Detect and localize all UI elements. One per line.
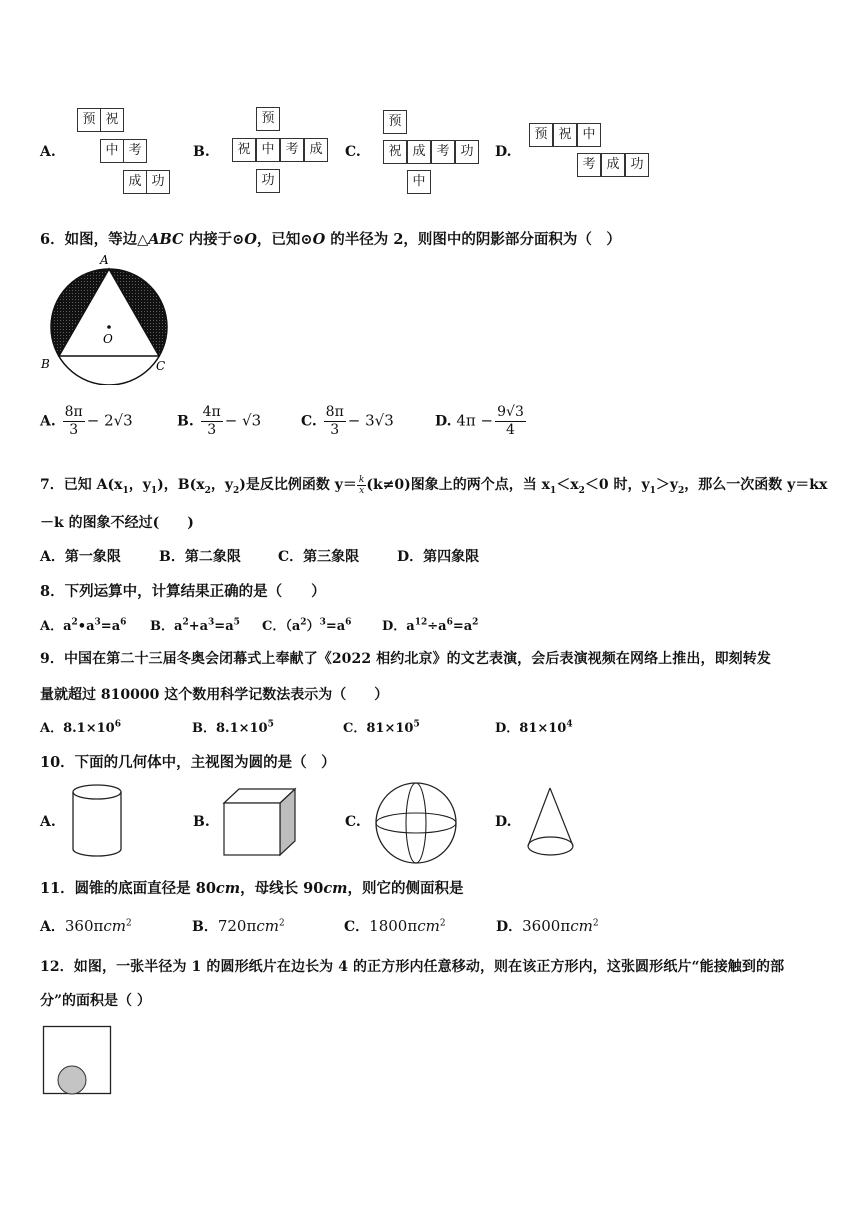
net-cell: 祝 bbox=[383, 140, 407, 164]
fraction bbox=[201, 404, 223, 439]
q7-text-line1 bbox=[40, 474, 827, 496]
option-head: 4π − bbox=[456, 411, 494, 430]
net-cell: 祝 bbox=[100, 108, 124, 132]
option-text: =a bbox=[452, 619, 473, 634]
exponent: 5 bbox=[267, 719, 274, 730]
cube-figure bbox=[218, 786, 300, 858]
option-letter: D． bbox=[382, 619, 407, 634]
fraction bbox=[495, 404, 526, 439]
exponent: 2 bbox=[592, 918, 599, 929]
q5-option-d-label: D. bbox=[495, 144, 512, 160]
exponent: 2 bbox=[300, 617, 307, 628]
option-letter: A． bbox=[40, 919, 65, 935]
q5-option-a-label: A. bbox=[40, 144, 56, 160]
option-tail: − 2√3 bbox=[86, 411, 133, 430]
fraction-numerator: 4π bbox=[202, 404, 221, 420]
q6-text-part: ，已知⊙ bbox=[256, 231, 313, 248]
vertex-label-a: A bbox=[100, 253, 109, 267]
q6-option-b[interactable] bbox=[177, 404, 261, 439]
option-text: a bbox=[406, 619, 415, 634]
option-letter: A. bbox=[40, 413, 56, 430]
q7-text-part: (k≠0)图象上的两个点，当 x bbox=[366, 477, 550, 493]
subscript: 2 bbox=[204, 485, 211, 496]
option-letter: B. bbox=[177, 413, 194, 430]
fraction bbox=[63, 404, 85, 439]
exponent: 2 bbox=[472, 617, 479, 628]
unit: cm bbox=[417, 917, 440, 935]
paper-disc bbox=[58, 1066, 86, 1094]
q7-text-part: ＜x bbox=[556, 477, 579, 493]
option-letter: B． bbox=[192, 919, 218, 935]
option-tail: − 3√3 bbox=[347, 411, 394, 430]
unit: cm bbox=[215, 880, 241, 897]
q6-circle-name: O bbox=[312, 231, 326, 248]
net-cell: 预 bbox=[383, 110, 407, 134]
option-letter: D． bbox=[496, 919, 523, 935]
net-cell: 祝 bbox=[553, 123, 577, 147]
net-cell: 功 bbox=[146, 170, 170, 194]
fraction-denominator: 3 bbox=[330, 422, 340, 438]
exponent: 12 bbox=[414, 617, 428, 628]
sphere-figure bbox=[372, 780, 462, 866]
option-value: 3600π bbox=[522, 917, 571, 935]
option-text: 81×10 bbox=[519, 721, 567, 736]
option-letter: C． bbox=[343, 721, 367, 736]
q6-triangle-name: ABC bbox=[148, 231, 184, 248]
q7-text-part: 7．已知 A(x bbox=[40, 477, 123, 493]
q6-option-a[interactable] bbox=[40, 404, 133, 439]
q8-option-c[interactable] bbox=[262, 615, 351, 634]
exponent: 3 bbox=[319, 617, 326, 628]
q11-text-part: 11．圆锥的底面直径是 80 bbox=[40, 880, 216, 897]
q6-figure bbox=[38, 250, 178, 385]
q6-option-c[interactable] bbox=[301, 404, 394, 439]
net-cell: 成 bbox=[123, 170, 147, 194]
q7-option-d[interactable]: D．第四象限 bbox=[397, 549, 480, 565]
net-cell: 预 bbox=[77, 108, 101, 132]
fraction-denominator: 3 bbox=[69, 422, 79, 438]
q7-option-a[interactable]: A．第一象限 bbox=[40, 549, 121, 565]
option-text: a bbox=[174, 619, 183, 634]
option-text: 8.1×10 bbox=[216, 721, 268, 736]
fraction-numerator: k bbox=[358, 474, 365, 485]
q7-text-line2: －k 的图象不经过( ) bbox=[40, 515, 194, 531]
q7-option-c[interactable]: C．第三象限 bbox=[278, 549, 360, 565]
q5-option-c-label: C. bbox=[345, 144, 361, 160]
unit: cm bbox=[256, 917, 279, 935]
q6-option-d[interactable] bbox=[435, 404, 528, 439]
q7-text-part: ，y bbox=[128, 477, 151, 493]
exponent: 2 bbox=[71, 617, 78, 628]
exponent: 6 bbox=[446, 617, 453, 628]
option-value: 720π bbox=[217, 917, 257, 935]
q7-text-part: ＞y bbox=[655, 477, 679, 493]
subscript: 2 bbox=[678, 485, 685, 496]
net-cell: 中 bbox=[100, 139, 124, 163]
option-text: ÷a bbox=[427, 619, 447, 634]
option-text: （a bbox=[285, 619, 301, 634]
q9-option-d[interactable] bbox=[495, 717, 573, 736]
exponent: 5 bbox=[233, 617, 240, 628]
q11-text-part: ，母线长 90 bbox=[240, 880, 324, 897]
option-letter: A． bbox=[40, 721, 64, 736]
option-letter: D． bbox=[495, 721, 520, 736]
q9-text-line2: 量就超过 810000 这个数用科学记数法表示为（ ） bbox=[40, 687, 389, 703]
q10-option-d-label[interactable]: D. bbox=[495, 814, 512, 830]
q6-text-part: 6．如图，等边△ bbox=[40, 231, 149, 248]
option-text: =a bbox=[214, 619, 234, 634]
option-text: +a bbox=[188, 619, 209, 634]
exponent: 3 bbox=[94, 617, 101, 628]
option-letter: C． bbox=[344, 919, 370, 935]
q10-text: 10．下面的几何体中，主视图为圆的是（ ） bbox=[40, 754, 336, 771]
option-text: ） bbox=[306, 619, 320, 634]
vertex-label-c: C bbox=[156, 359, 166, 373]
net-cell: 考 bbox=[577, 153, 601, 177]
q6-circle-name: O bbox=[244, 231, 257, 248]
exponent: 2 bbox=[439, 918, 446, 929]
exponent: 2 bbox=[278, 918, 285, 929]
q7-text-part: ，y bbox=[210, 477, 233, 493]
net-cell: 成 bbox=[601, 153, 625, 177]
subscript: 1 bbox=[122, 485, 129, 496]
option-text: 81×10 bbox=[366, 721, 414, 736]
q5-option-b-label: B. bbox=[193, 144, 210, 160]
net-cell: 考 bbox=[123, 139, 147, 163]
center-point bbox=[107, 325, 111, 329]
option-text: =a bbox=[325, 619, 346, 634]
fraction-numerator: 8π bbox=[64, 404, 83, 420]
q7-option-b[interactable]: B．第二象限 bbox=[159, 549, 241, 565]
q8-option-d[interactable] bbox=[382, 615, 478, 634]
net-cell: 预 bbox=[256, 107, 280, 131]
q12-text-line2: 分”的面积是（ ） bbox=[40, 993, 151, 1009]
exponent: 3 bbox=[208, 617, 215, 628]
exponent: 6 bbox=[345, 617, 352, 628]
q7-text-part: )，B(x bbox=[157, 477, 205, 493]
q11-option-c[interactable] bbox=[344, 916, 446, 936]
net-cell: 预 bbox=[529, 123, 553, 147]
net-cell: 中 bbox=[256, 138, 280, 162]
q7-text-part: )是反比例函数 y＝ bbox=[239, 477, 357, 493]
net-cell: 中 bbox=[577, 123, 601, 147]
option-value: 1800π bbox=[369, 917, 418, 935]
q10-option-b-label[interactable]: B. bbox=[193, 814, 210, 830]
option-letter: D. bbox=[435, 413, 452, 430]
option-letter: B． bbox=[192, 721, 216, 736]
q12-figure bbox=[42, 1025, 116, 1099]
q10-option-a-label[interactable]: A. bbox=[40, 814, 56, 830]
net-cell: 功 bbox=[625, 153, 649, 177]
center-label-o: O bbox=[103, 332, 113, 346]
q9-option-b[interactable] bbox=[192, 717, 274, 736]
option-letter: C. bbox=[301, 413, 317, 430]
q9-option-c[interactable] bbox=[343, 717, 420, 736]
q11-text-part: ，则它的侧面积是 bbox=[347, 880, 464, 897]
k-over-x-fraction bbox=[357, 475, 366, 496]
net-cell: 功 bbox=[256, 169, 280, 193]
exponent: 6 bbox=[120, 617, 127, 628]
fraction-numerator: 8π bbox=[325, 404, 344, 420]
q8-option-a[interactable] bbox=[40, 615, 126, 634]
q11-option-a[interactable] bbox=[40, 916, 132, 936]
exponent: 6 bbox=[114, 719, 121, 730]
subscript: 2 bbox=[578, 485, 585, 496]
q9-option-a[interactable] bbox=[40, 717, 121, 736]
q6-text-part: 内接于⊙ bbox=[183, 231, 245, 248]
q12-text-line1: 12．如图，一张半径为 1 的圆形纸片在边长为 4 的正方形内任意移动，则在该正方形内，这张圆形纸片“能接触到的部 bbox=[40, 959, 785, 975]
option-text: •a bbox=[77, 619, 95, 634]
q10-option-c-label[interactable]: C. bbox=[345, 814, 361, 830]
net-cell: 考 bbox=[431, 140, 455, 164]
subscript: 1 bbox=[649, 485, 656, 496]
exponent: 2 bbox=[126, 918, 132, 929]
q7-text-part: ，那么一次函数 y＝kx bbox=[684, 477, 828, 493]
q6-text bbox=[40, 228, 621, 249]
net-cell: 中 bbox=[407, 170, 431, 194]
q11-option-d[interactable] bbox=[496, 916, 599, 936]
option-letter: C． bbox=[262, 619, 286, 634]
net-cell: 祝 bbox=[232, 138, 256, 162]
subscript: 2 bbox=[232, 485, 240, 496]
option-text: a bbox=[63, 619, 72, 634]
unit: cm bbox=[570, 917, 593, 935]
unit: cm bbox=[323, 880, 348, 897]
q9-text-line1: 9．中国在第二十三届冬奥会闭幕式上奉献了《2022 相约北京》的文艺表演，会后表演视频在网络上推出，即刻转发 bbox=[40, 651, 771, 667]
fraction-denominator: 3 bbox=[207, 422, 217, 438]
fraction-numerator: 9√3 bbox=[497, 404, 524, 420]
q8-option-b[interactable] bbox=[150, 615, 240, 634]
q11-option-b[interactable] bbox=[192, 916, 285, 936]
q7-text-part: ＜0 时，y bbox=[584, 477, 650, 493]
option-letter: A． bbox=[40, 619, 64, 634]
exponent: 5 bbox=[413, 719, 420, 730]
net-cell: 功 bbox=[455, 140, 479, 164]
cone-figure bbox=[522, 784, 582, 860]
option-text: 8.1×10 bbox=[63, 721, 115, 736]
exponent: 4 bbox=[566, 719, 573, 730]
q11-text bbox=[40, 877, 463, 898]
fraction-denominator: x bbox=[359, 485, 365, 496]
net-cell: 成 bbox=[407, 140, 431, 164]
q6-text-part: 的半径为 2，则图中的阴影部分面积为（ ） bbox=[325, 231, 621, 248]
fraction bbox=[324, 404, 346, 439]
vertex-label-b: B bbox=[41, 357, 50, 371]
net-cell: 成 bbox=[304, 138, 328, 162]
q8-text: 8．下列运算中，计算结果正确的是（ ） bbox=[40, 583, 326, 600]
exponent: 2 bbox=[182, 617, 189, 628]
subscript: 1 bbox=[150, 485, 158, 496]
cylinder-figure bbox=[68, 782, 128, 862]
option-letter: B． bbox=[150, 619, 174, 634]
option-text: =a bbox=[100, 619, 121, 634]
fraction-denominator: 4 bbox=[506, 422, 515, 438]
unit: cm bbox=[103, 917, 126, 935]
option-value: 360π bbox=[64, 917, 104, 935]
net-cell: 考 bbox=[280, 138, 304, 162]
option-tail: − √3 bbox=[224, 411, 262, 430]
subscript: 1 bbox=[549, 485, 557, 496]
